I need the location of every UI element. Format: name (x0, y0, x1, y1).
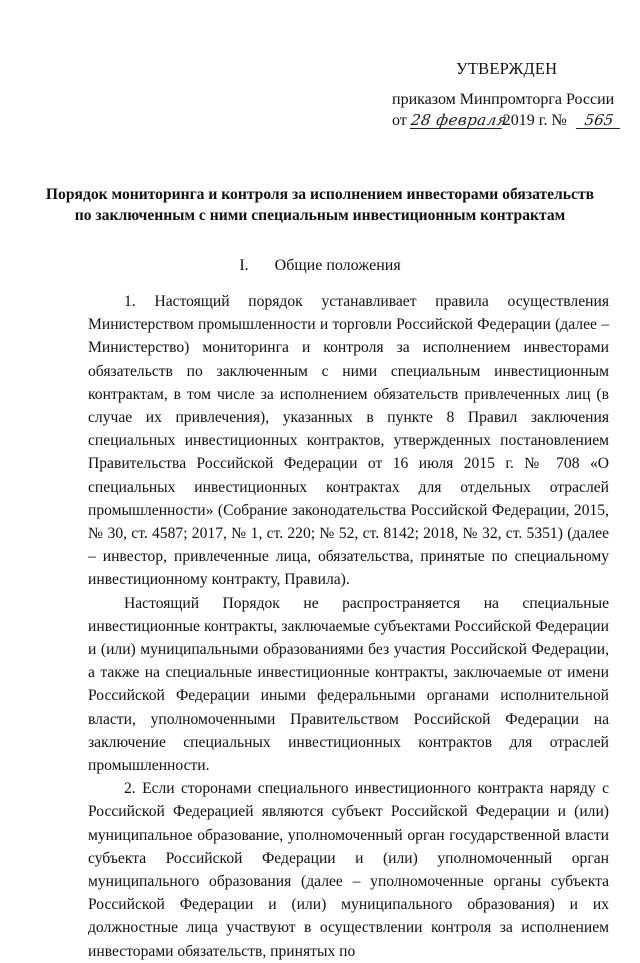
section-title: Общие положения (274, 257, 401, 274)
section-heading (40, 256, 600, 276)
approval-stamp-block (392, 58, 622, 131)
handwritten-order-number: 565 (576, 112, 622, 129)
document-title-line-1: Порядок мониторинга и контроля за исполнением инвесторами обязательств (45, 186, 595, 203)
approval-date-line (392, 110, 622, 131)
section-number: I. (239, 257, 249, 274)
handwritten-date: 28 февраля (409, 111, 509, 129)
approval-order-text: приказом Минпромторга России (392, 91, 615, 108)
approval-year-number-label: 2019 г. № (502, 112, 567, 129)
document-body (88, 290, 609, 963)
document-title (40, 184, 600, 226)
paragraph-3: 2. Если сторонами специального инвестиционного контракта наряду с Российской Федерацией являются субъект Российской Федерации и (или) муниципальное образование, уполномоченный орган государственной власти субъекта Российской Федерации и (или) уполномоченный орган муниципального образования (далее – уполномоченные органы субъекта Российской Федерации и (или) муниципального образования) и их должностные лица участвуют в осуществлении контроля за исполнением инвесторами обязательств, принятых по (88, 780, 609, 960)
date-prefix: от (392, 112, 407, 129)
document-title-line-2: по заключенным с ними специальным инвестиционным контрактам (74, 207, 566, 224)
paragraph-1: 1. Настоящий порядок устанавливает правила осуществления Министерством промышленности и торговли Российской Федерации (далее – Министерство) мониторинга и контроля за исполнением инвесторами обязательств по заключенным с ними специальным инвестиционным контрактам, в том числе за исполнением обязательств привлеченных лиц (в случае их привлечения), указанных в пункте 8 Правил заключения специальных инвестиционных контрактов, утвержденных постановлением Правительства Российской Федерации от 16 июля 2015 г. № 708 «О специальных инвестиционных контрактах для отдельных отраслей промышленности» (Собрание законодательства Российской Федерации, 2015, № 30, ст. 4587; 2017, № 1, ст. 220; № 52, ст. 8142; 2018, № 32, ст. 5351) (далее – инвестор, привлеченные лица, обязательства, принятые по специальному инвестиционному контракту, Правила). (88, 293, 609, 589)
approved-heading: УТВЕРЖДЕН (456, 59, 558, 78)
paragraph-2: Настоящий Порядок не распространяется на специальные инвестиционные контракты, заключаемые субъектами Российской Федерации и (или) муниципальными образованиями без участия Российской Федерации, а также на специальные инвестиционные контракты, заключаемые от имени Российской Федерации иными федеральными органами исполнительной власти, уполномоченными Правительством Российской Федерации на заключение специальных инвестиционных контрактов для отраслей промышленности. (88, 594, 609, 775)
